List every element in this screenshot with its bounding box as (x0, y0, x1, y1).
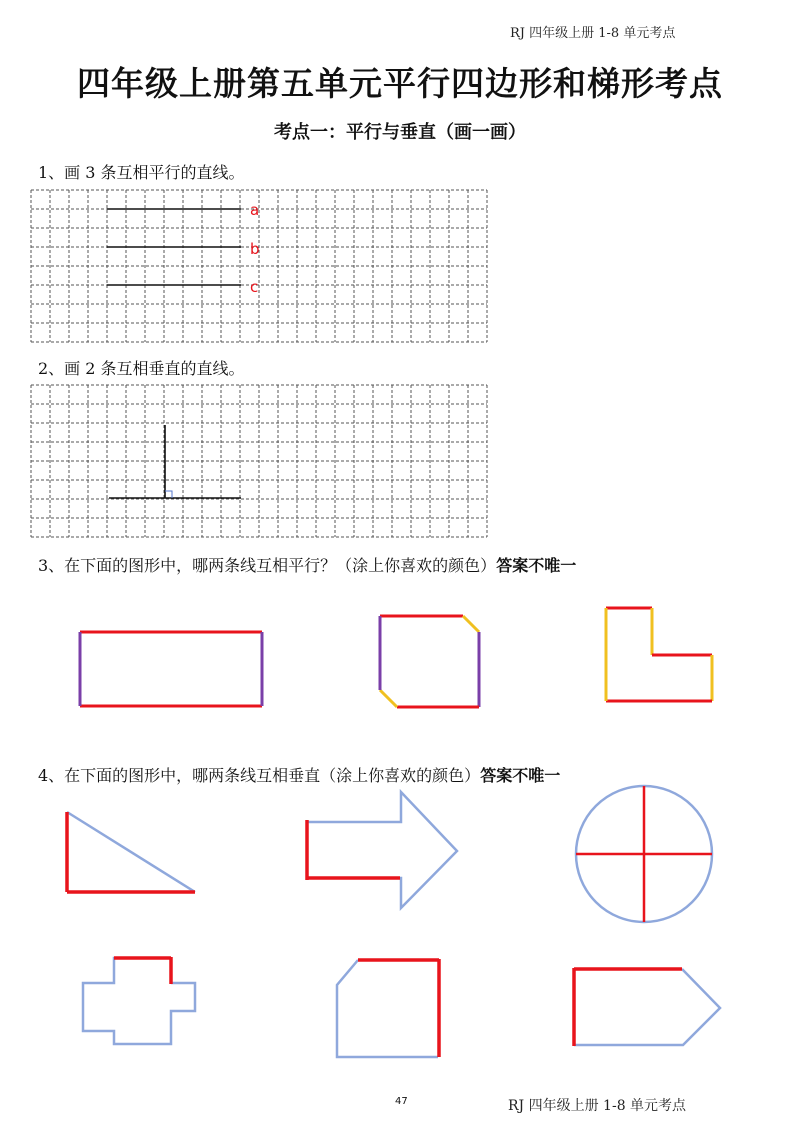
line-label-a: a (250, 201, 260, 219)
shape-circle-with-cross (576, 786, 712, 922)
shape-cut-corner-box (337, 959, 439, 1057)
line-label-c: c (250, 278, 259, 296)
page-title: 四年级上册第五单元平行四边形和梯形考点 (77, 64, 723, 103)
section-subtitle: 考点一：平行与垂直（画一画） (274, 122, 526, 143)
running-header: RJ 四年级上册 1-8 单元考点 (510, 26, 676, 41)
shape-arrow (306, 792, 457, 908)
question-3-text: 3、在下面的图形中，哪两条线互相平行？（涂上你喜欢的颜色）答案不唯一 (38, 556, 577, 575)
answer-note: 答案不唯一 (496, 556, 577, 575)
shape-pentagon-arrow (574, 968, 720, 1046)
page-number: 47 (395, 1096, 408, 1107)
shape-cross (83, 957, 195, 1044)
line-label-b: b (250, 240, 260, 258)
question-2-text: 2、画 2 条互相垂直的直线。 (38, 359, 245, 378)
answer-note: 答案不唯一 (480, 766, 561, 785)
question-1-text: 1、画 3 条互相平行的直线。 (38, 163, 245, 182)
question-4-text: 4、在下面的图形中，哪两条线互相垂直（涂上你喜欢的颜色）答案不唯一 (38, 766, 561, 785)
shape-right-triangle (67, 812, 195, 892)
shape-l-shape (606, 608, 712, 701)
shape-cut-corner-square (380, 616, 479, 707)
running-footer: RJ 四年级上册 1-8 单元考点 (508, 1098, 687, 1114)
